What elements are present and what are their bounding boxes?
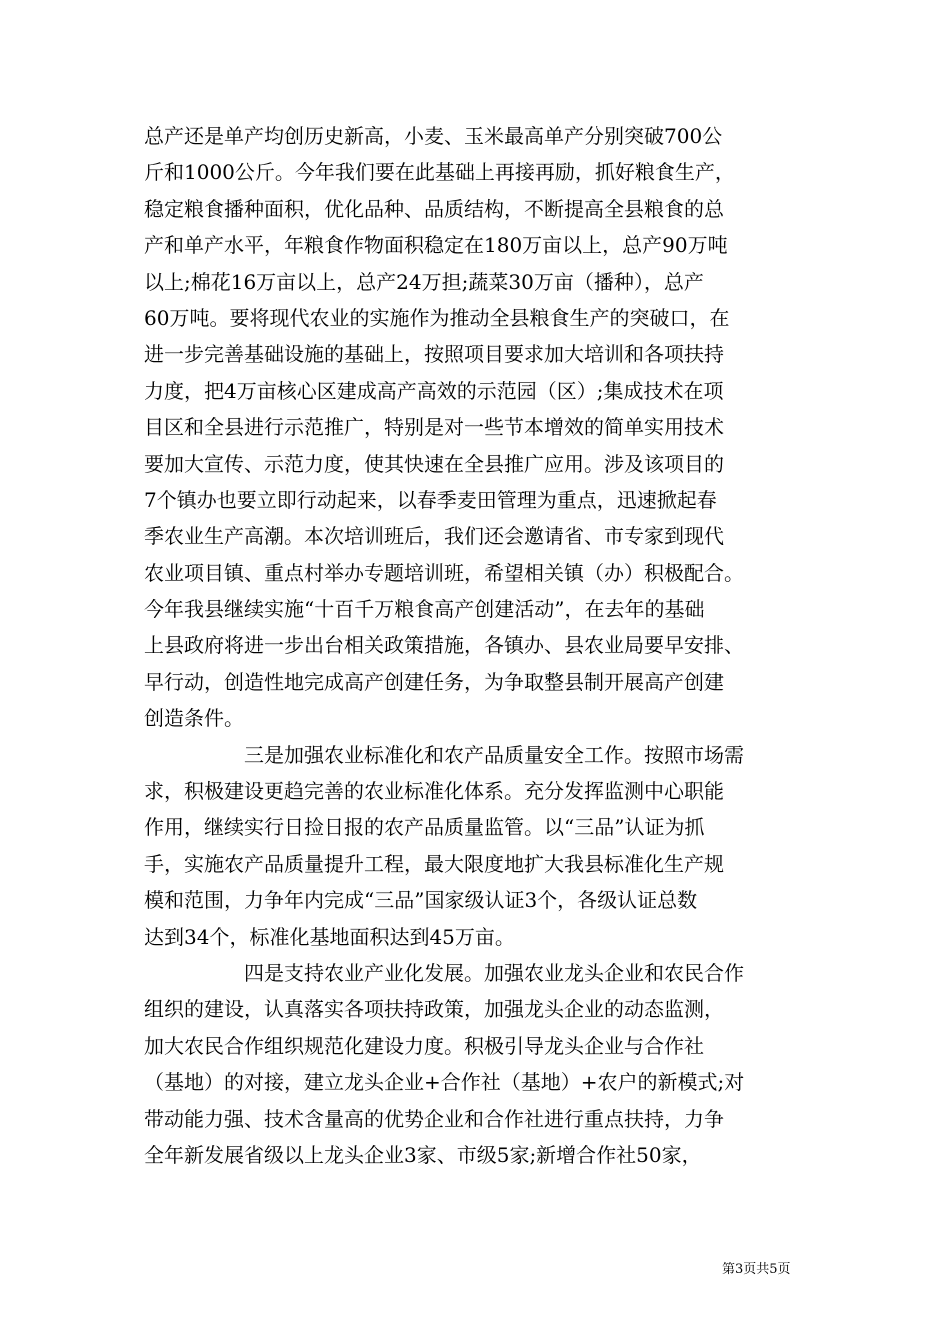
text-line: 上县政府将进一步出台相关政策措施，各镇办、县农业局要早安排、 (144, 633, 744, 658)
text-line: 手，实施农产品质量提升工程，最大限度地扩大我县标准化生产规 (144, 851, 724, 876)
text-line: 进一步完善基础设施的基础上，按照项目要求加大培训和各项扶持 (144, 342, 724, 367)
text-line: 力度，把4万亩核心区建成高产高效的示范园（区）;集成技术在项 (144, 378, 724, 403)
text-line: 产和单产水平，年粮食作物面积稳定在180万亩以上，总产90万吨 (144, 233, 728, 258)
text-line: 达到34个，标准化基地面积达到45万亩。 (144, 924, 515, 949)
text-line: 全年新发展省级以上龙头企业3家、市级5家;新增合作社50家， (144, 1142, 702, 1167)
document-body (144, 118, 814, 1173)
page-number-footer: 第3页共5页 (722, 1262, 791, 1277)
text-line: 作用，继续实行日捡日报的农产品质量监管。以“三品”认证为抓 (144, 815, 705, 840)
text-line: 季农业生产高潮。本次培训班后，我们还会邀请省、市专家到现代 (144, 524, 724, 549)
paragraph-start-line: 三是加强农业标准化和农产品质量安全工作。按照市场需 (244, 742, 744, 767)
text-line: 7个镇办也要立即行动起来，以春季麦田管理为重点，迅速掀起春 (144, 487, 717, 512)
text-line: 带动能力强、技术含量高的优势企业和合作社进行重点扶持，力争 (144, 1106, 724, 1131)
text-line: 早行动，创造性地完成高产创建任务，为争取整县制开展高产创建 (144, 669, 724, 694)
text-line: 求，积极建设更趋完善的农业标准化体系。充分发挥监测中心职能 (144, 779, 724, 804)
text-line: （基地）的对接，建立龙头企业+合作社（基地）+农户的新模式;对 (144, 1070, 745, 1095)
text-line: 稳定粮食播种面积，优化品种、品质结构，不断提高全县粮食的总 (144, 196, 724, 221)
text-line: 要加大宣传、示范力度，使其快速在全县推广应用。涉及该项目的 (144, 451, 724, 476)
text-line: 农业项目镇、重点村举办专题培训班，希望相关镇（办）积极配合。 (144, 560, 744, 585)
text-line: 创造条件。 (144, 706, 244, 731)
text-line: 组织的建设，认真落实各项扶持政策，加强龙头企业的动态监测， (144, 997, 724, 1022)
text-line: 总产还是单产均创历史新高，小麦、玉米最高单产分别突破700公 (144, 124, 723, 148)
text-line: 60万吨。要将现代农业的实施作为推动全县粮食生产的突破口，在 (144, 305, 730, 330)
text-line: 今年我县继续实施“十百千万粮食高产创建活动”，在去年的基础 (144, 597, 705, 622)
text-line: 斤和1000公斤。今年我们要在此基础上再接再励，抓好粮食生产， (144, 160, 735, 185)
text-line: 模和范围，力争年内完成“三品”国家级认证3个，各级认证总数 (144, 888, 698, 913)
text-line: 目区和全县进行示范推广，特别是对一些节本增效的简单实用技术 (144, 415, 724, 440)
text-line: 以上;棉花16万亩以上，总产24万担;蔬菜30万亩（播种），总产 (144, 269, 704, 294)
paragraph-start-line: 四是支持农业产业化发展。加强农业龙头企业和农民合作 (244, 960, 744, 985)
text-line: 加大农民合作组织规范化建设力度。积极引导龙头企业与合作社 (144, 1033, 704, 1058)
